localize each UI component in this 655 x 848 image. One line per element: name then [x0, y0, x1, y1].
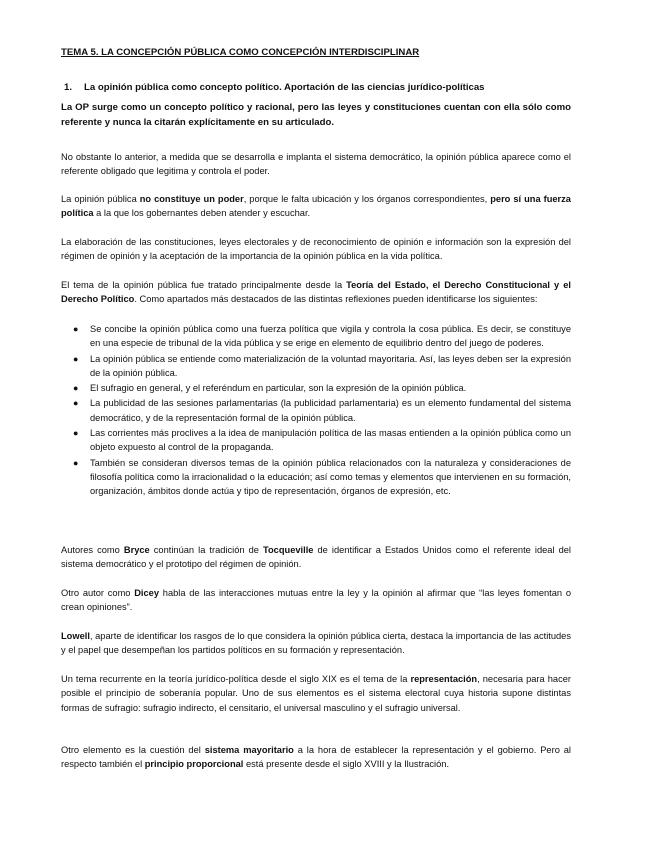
text-run: a la que los gobernantes deben atender y escuchar. — [93, 208, 311, 219]
emphasis: Tocqueville — [263, 545, 314, 555]
emphasis: Teoría del Estado — [346, 280, 426, 290]
list-item-text: También se consideran diversos temas de la opinión pública relacionados con la naturaleza y consideraciones de filosofía política como la irracionalidad o la educación; así como temas y elementos que intervienen en su formación, organización, ámbitos donde actúa y tipo de representación, órganos de expresión, etc. — [90, 457, 571, 497]
text-run: . Como apartados más destacados de las distintas reflexiones pueden identificarse los siguientes: — [134, 294, 538, 305]
text-run: continúan la tradición de — [149, 545, 263, 555]
list-item — [61, 322, 571, 351]
text-run: habla de las interacciones mutuas entre la ley y la opinión al afirmar que “las leyes fomentan o crean opiniones”. — [61, 588, 571, 613]
paragraph-7 — [61, 629, 571, 658]
paragraph-2 — [61, 192, 571, 221]
list-item — [61, 456, 571, 499]
text-run: Otro elemento es la cuestión del — [61, 745, 205, 755]
lead-paragraph — [61, 101, 571, 130]
list-item-text: Se concibe la opinión pública como una fuerza política que vigila y controla la cosa pública. Es decir, se constituye en una especie de tribunal de la vida pública y se erige en elemento de equilibrio dentro del juego de poderes. — [90, 324, 571, 349]
list-item-text: Las corrientes más proclives a la idea de manipulación política de las masas entienden a la opinión pública como un objeto expuesto al control de la propaganda. — [90, 428, 571, 453]
list-item-text: El sufragio en general, y el referéndum en particular, son la expresión de la opinión pública. — [90, 383, 467, 394]
lead-term: La OP — [61, 102, 89, 113]
emphasis: principio proporcional — [144, 759, 244, 770]
list-item-text: La publicidad de las sesiones parlamentarias (la publicidad parlamentaria) es un elemento fundamental del sistema democrático, y de la representación formal de la opinión pública. — [90, 398, 571, 423]
bullet-icon: ● — [73, 383, 79, 394]
text-run: El tema de la opinión pública fue tratado principalmente desde la — [61, 280, 347, 290]
document-title: TEMA 5. LA CONCEPCIÓN PÚBLICA COMO CONCEPCIÓN INTERDISCIPLINAR — [61, 47, 420, 58]
text-run: La opinión pública — [61, 194, 140, 204]
section-heading-text: La opinión pública como concepto político. Aportación de las ciencias jurídico-políticas — [84, 82, 485, 93]
text-run: a la hora de establecer la representación y el gobierno. Pero al respecto también el — [61, 745, 571, 770]
emphasis: , — [425, 280, 433, 290]
emphasis: Bryce — [123, 545, 150, 555]
paragraph-8 — [61, 672, 571, 715]
paragraph-6 — [61, 586, 571, 615]
text-run: Otro autor como — [61, 588, 135, 598]
emphasis: sistema mayoritario — [204, 745, 294, 755]
emphasis: Lowell — [61, 631, 90, 641]
text-run: , necesaria para hacer posible el principio de soberanía popular. Uno de sus elementos es el sistema electoral cuya historia supone distintas formas de sufragio: sufragio indirecto, el censitario, el universal masculino y el sufragio universal. — [61, 674, 571, 713]
paragraph-4 — [61, 278, 571, 307]
emphasis: representación — [410, 674, 478, 684]
emphasis: Dicey — [134, 588, 160, 598]
list-item-text: La opinión pública se entiende como materialización de la voluntad mayoritaria. Así, las leyes deben ser la expresión de la opinión pública. — [90, 353, 571, 378]
lead-text: surge como un concepto político y racional, pero las leyes y constituciones cuentan con ella sólo como referente y nunca la citarán explícitamente en su articulado. — [61, 102, 571, 128]
text-run: de identificar a Estados Unidos como el referente ideal del sistema democrático y el prototipo del régimen de opinión. — [61, 545, 572, 570]
bullet-icon: ● — [73, 457, 79, 468]
bullet-icon: ● — [73, 353, 79, 364]
paragraph-1: No obstante lo anterior, a medida que se desarrolla e implanta el sistema democrático, la opinión pública aparece como el referente obligado que legitima y controla el poder. — [61, 152, 571, 177]
paragraph-9 — [61, 743, 571, 772]
paragraph-3: La elaboración de las constituciones, leyes electorales y de reconocimiento de opinión e información son la expresión del régimen de opinión y la aceptación de la importancia de la opinión pública en la vida política. — [61, 237, 571, 262]
list-item — [61, 396, 571, 425]
bullet-list — [61, 322, 571, 500]
paragraph-5 — [61, 543, 571, 572]
bullet-icon: ● — [73, 428, 79, 439]
list-item — [61, 381, 571, 395]
section-number: 1. — [64, 82, 73, 93]
list-item — [61, 426, 571, 455]
bullet-icon: ● — [73, 324, 79, 334]
text-run: está presente desde el siglo XVIII y la Ilustración. — [243, 759, 450, 770]
bullet-icon: ● — [73, 398, 79, 409]
text-run: Un tema recurrente en la teoría jurídico-política desde el siglo XIX es el tema de la — [61, 674, 411, 684]
text-run: , aparte de identificar los rasgos de lo que considera la opinión pública cierta, destaca la importancia de las actitudes y el papel que desempeñan los partidos políticos en su formación y representación. — [61, 631, 571, 656]
text-run: , porque le falta ubicación y los órganos correspondientes, — [243, 194, 491, 204]
emphasis: el Derecho Constitucional y el Derecho Político — [61, 280, 571, 305]
emphasis: pero sí una fuerza política — [61, 194, 571, 219]
emphasis: no constituye un poder — [139, 194, 244, 204]
text-run: Autores como — [61, 545, 124, 555]
section-heading — [61, 82, 485, 93]
list-item — [61, 352, 571, 381]
